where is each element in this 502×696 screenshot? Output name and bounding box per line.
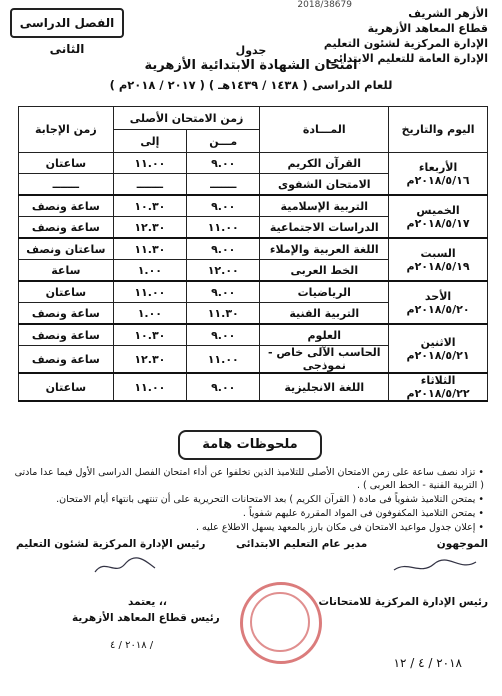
answer-cell: ـــــــ — [19, 174, 114, 196]
day-date: ٢٠١٨/٥/٢١م — [406, 348, 470, 362]
from-cell: ١١.٠٠ — [187, 346, 260, 374]
institution-header — [324, 6, 488, 66]
note-item: • إعلان جدول مواعيد الامتحان فى مكان بارز بالمعهد يسهل الاطلاع عليه . — [195, 522, 484, 533]
header-from: مـــن — [187, 130, 260, 153]
semester-box: الفصل الدراسى الثانى — [10, 8, 124, 38]
handwritten-signature-icon — [390, 556, 480, 578]
to-cell: ١.٠٠ — [113, 260, 186, 282]
from-cell: ٩.٠٠ — [187, 373, 260, 401]
day-cell — [389, 153, 488, 196]
notes-list — [14, 466, 484, 535]
from-cell: ١١.٣٠ — [187, 303, 260, 325]
table-row — [19, 324, 488, 346]
from-cell: ٩.٠٠ — [187, 281, 260, 303]
date-right: ٢٠١٨ / ٤ / ١٢ — [393, 656, 462, 670]
answer-cell: ساعة ونصف — [19, 303, 114, 325]
subject-cell: الرياضيات — [260, 281, 389, 303]
exam-schedule-table — [18, 106, 488, 402]
title-line-1: جدول — [235, 44, 267, 57]
header-line: قطاع المعاهد الأزهرية — [367, 22, 488, 35]
signature-central-education: رئيس الإدارة المركزية لشئون التعليم — [16, 538, 206, 550]
to-cell: ١٢.٣٠ — [113, 217, 186, 239]
header-line: الإدارة المركزية لشئون التعليم — [323, 37, 488, 50]
to-cell: ١.٠٠ — [113, 303, 186, 325]
handwritten-signature-icon — [90, 554, 160, 580]
subject-cell: القرآن الكريم — [260, 153, 389, 174]
to-cell: ١٢.٣٠ — [113, 346, 186, 374]
day-cell — [389, 195, 488, 238]
notes-heading: ملحوظات هامة — [178, 430, 322, 460]
title-line-2: امتحان الشهادة الابتدائية الأزهرية — [144, 58, 358, 73]
header-line: الإدارة العامة للتعليم الابتدائى — [327, 52, 488, 65]
to-cell: ١١.٣٠ — [113, 238, 186, 260]
day-date: ٢٠١٨/٥/١٩م — [406, 259, 470, 273]
day-cell — [389, 238, 488, 281]
signature-central-exams: رئيس الإدارة المركزية للامتحانات — [318, 596, 488, 608]
day-date: ٢٠١٨/٥/١٧م — [406, 216, 470, 230]
note-text: تزاد نصف ساعة على زمن الامتحان الأصلى للتلاميذ الذين تخلفوا عن أداء امتحان الفصل الدراسى الأول فيما عدا مادتى ( التربية الفنية - الخط العربى ) . — [14, 467, 484, 491]
header-time-group: زمن الامتحان الأصلى — [113, 107, 260, 130]
title-line-3: للعام الدراسى ( ١٤٣٨ / ١٤٣٩هـ ) ( ٢٠١٧ / ٢٠١٨م ) — [109, 78, 393, 92]
day-name: الأربعاء — [418, 160, 458, 174]
official-seal-inner-icon — [250, 592, 310, 652]
header-day: اليوم والتاريخ — [389, 107, 488, 153]
subject-cell: الامتحان الشفوى — [260, 174, 389, 196]
from-cell: ـــــــ — [187, 174, 260, 196]
to-cell: ١١.٠٠ — [113, 373, 186, 401]
from-cell: ١١.٠٠ — [187, 217, 260, 239]
answer-cell: ساعتان ونصف — [19, 238, 114, 260]
signature-primary-director: مدير عام التعليم الابتدائى — [236, 538, 368, 550]
signature-supervisors: الموجهون — [436, 538, 488, 550]
table-row — [19, 153, 488, 174]
note-item: • يمتحن التلاميذ شفوياً فى مادة ( القرآن الكريم ) بعد الامتحانات التحريرية على أن تنتهى بانتهاء أيام الامتحان. — [56, 494, 484, 505]
table-row — [19, 238, 488, 260]
to-cell: ـــــــ — [113, 174, 186, 196]
answer-cell: ساعتان — [19, 153, 114, 174]
to-cell: ١١.٠٠ — [113, 281, 186, 303]
answer-cell: ساعة ونصف — [19, 346, 114, 374]
to-cell: ١٠.٣٠ — [113, 195, 186, 217]
subject-cell: الحاسب الآلى خاص - نموذجى — [260, 346, 389, 374]
day-name: الاثنين — [420, 335, 456, 349]
answer-cell: ساعتان — [19, 373, 114, 401]
table-row — [19, 281, 488, 303]
day-date: ٢٠١٨/٥/٢٢م — [406, 387, 470, 400]
from-cell: ٩.٠٠ — [187, 238, 260, 260]
signature-sector-head: رئيس قطاع المعاهد الأزهرية — [72, 612, 220, 624]
day-cell — [389, 373, 488, 401]
from-cell: ٩.٠٠ — [187, 195, 260, 217]
answer-cell: ساعة ونصف — [19, 217, 114, 239]
day-cell — [389, 324, 488, 373]
schedule-body — [19, 153, 488, 402]
subject-cell: الدراسات الاجتماعية — [260, 217, 389, 239]
answer-cell: ساعة — [19, 260, 114, 282]
note-text: يمتحن التلاميذ شفوياً فى مادة ( القرآن الكريم ) بعد الامتحانات التحريرية على أن تنتهى بانتهاء أيام الامتحان. — [56, 494, 476, 505]
subject-cell: التربية الإسلامية — [260, 195, 389, 217]
note-item: • يمتحن التلاميذ المكفوفون فى المواد المقررة عليهم شفوياً . — [242, 508, 484, 519]
subject-cell: التربية الفنية — [260, 303, 389, 325]
to-cell: ١٠.٣٠ — [113, 324, 186, 346]
day-name: السبت — [420, 246, 456, 260]
date-left: ٢٠١٨ / ٤ / — [110, 640, 154, 651]
header-to: إلى — [113, 130, 186, 153]
subject-cell: الخط العربى — [260, 260, 389, 282]
note-text: يمتحن التلاميذ المكفوفون فى المواد المقررة عليهم شفوياً . — [242, 508, 476, 519]
from-cell: ٩.٠٠ — [187, 324, 260, 346]
subject-cell: اللغة الانجليزية — [260, 373, 389, 401]
day-name: الأحد — [424, 289, 452, 303]
day-name: الثلاثاء — [420, 374, 456, 387]
reference-number: 2018/38679 — [297, 0, 352, 10]
header-answer: زمن الإجابة — [19, 107, 114, 153]
subject-cell: العلوم — [260, 324, 389, 346]
from-cell: ٩.٠٠ — [187, 153, 260, 174]
note-item: • تزاد نصف ساعة على زمن الامتحان الأصلى للتلاميذ الذين تخلفوا عن أداء امتحان الفصل الدراسى الأول فيما عدا مادتى ( التربية الفنية - الخط العربى ) . — [14, 467, 484, 491]
subject-cell: اللغة العربية والإملاء — [260, 238, 389, 260]
table-row — [19, 373, 488, 401]
day-date: ٢٠١٨/٥/٢٠م — [406, 302, 470, 316]
note-text: إعلان جدول مواعيد الامتحان فى مكان بارز بالمعهد يسهل الاطلاع عليه . — [195, 522, 476, 533]
day-date: ٢٠١٨/٥/١٦م — [406, 173, 470, 187]
table-row — [19, 195, 488, 217]
from-cell: ١٢.٠٠ — [187, 260, 260, 282]
answer-cell: ساعتان — [19, 281, 114, 303]
header-line: الأزهر الشريف — [408, 7, 488, 20]
approval-label: يعتمد ،، — [128, 596, 167, 608]
to-cell: ١١.٠٠ — [113, 153, 186, 174]
answer-cell: ساعة ونصف — [19, 195, 114, 217]
day-name: الخميس — [416, 203, 460, 217]
day-cell — [389, 281, 488, 324]
answer-cell: ساعة ونصف — [19, 324, 114, 346]
header-subject: المـــادة — [260, 107, 389, 153]
